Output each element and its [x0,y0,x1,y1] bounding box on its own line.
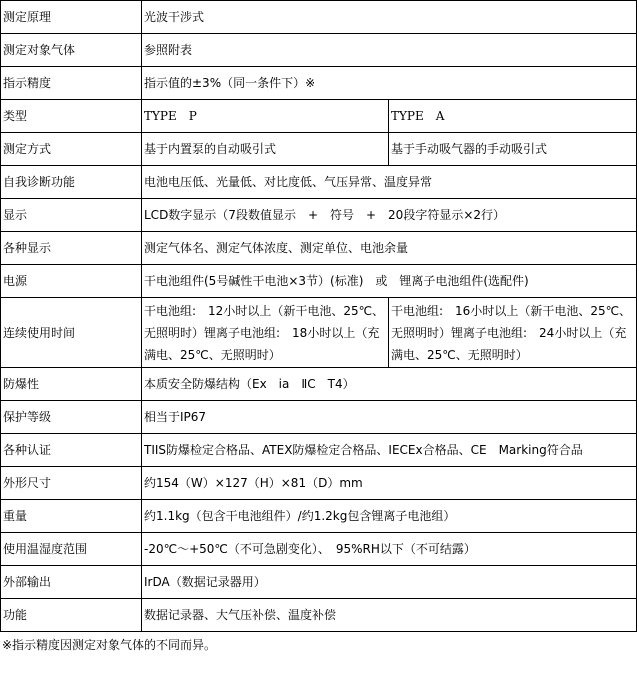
value-method-p: 基于内置泵的自动吸引式 [142,133,389,166]
value-type-p: TYPE P [142,100,389,133]
value-runtime-p: 干电池组: 12小时以上（新干电池、25℃、无照明时）锂离子电池组: 18小时以上（充满电、25℃、无照明时） [142,298,389,368]
label-gases: 测定对象气体 [1,34,142,67]
label-explosion: 防爆性 [1,368,142,401]
row-output [1,566,637,599]
value-gases: 参照附表 [142,34,637,67]
row-dimensions [1,467,637,500]
label-protection: 保护等级 [1,401,142,434]
value-displays: 测定气体名、测定气体浓度、测定单位、电池余量 [142,232,637,265]
label-displays: 各种显示 [1,232,142,265]
row-method [1,133,637,166]
value-protection: 相当于IP67 [142,401,637,434]
label-output: 外部输出 [1,566,142,599]
label-dimensions: 外形尺寸 [1,467,142,500]
label-runtime: 连续使用时间 [1,298,142,368]
row-power [1,265,637,298]
label-environment: 使用温湿度范围 [1,533,142,566]
footnote: ※指示精度因测定对象气体的不同而异。 [2,638,217,652]
row-displays [1,232,637,265]
row-gases [1,34,637,67]
value-environment: -20℃～+50℃（不可急剧变化）、 95%RH以下（不可结露） [142,533,637,566]
label-display: 显示 [1,199,142,232]
label-functions: 功能 [1,599,142,632]
value-principle: 光波干涉式 [142,1,637,34]
value-dimensions: 约154（W）×127（H）×81（D）mm [142,467,637,500]
label-certs: 各种认证 [1,434,142,467]
label-type: 类型 [1,100,142,133]
row-principle [1,1,637,34]
value-display: LCD数字显示（7段数值显示 + 符号 + 20段字符显示×2行） [142,199,637,232]
row-type [1,100,637,133]
label-principle: 测定原理 [1,1,142,34]
row-explosion [1,368,637,401]
value-output: IrDA（数据记录器用） [142,566,637,599]
value-weight: 约1.1kg（包含干电池组件）/约1.2kg包含锂离子电池组） [142,500,637,533]
row-display [1,199,637,232]
value-power: 干电池组件(5号碱性干电池×3节）(标准) 或 锂离子电池组件(选配件) [142,265,637,298]
row-accuracy [1,67,637,100]
value-explosion: 本质安全防爆结构（Ex ia ⅡC T4） [142,368,637,401]
label-diagnosis: 自我诊断功能 [1,166,142,199]
label-method: 测定方式 [1,133,142,166]
row-weight [1,500,637,533]
label-weight: 重量 [1,500,142,533]
row-diagnosis [1,166,637,199]
row-runtime [1,298,637,368]
value-method-a: 基于手动吸气器的手动吸引式 [389,133,637,166]
value-runtime-a: 干电池组: 16小时以上（新干电池、25℃、无照明时）锂离子电池组: 24小时以上（充满电、25℃、无照明时） [389,298,637,368]
row-functions [1,599,637,632]
row-environment [1,533,637,566]
value-diagnosis: 电池电压低、光量低、对比度低、气压异常、温度异常 [142,166,637,199]
row-protection [1,401,637,434]
label-accuracy: 指示精度 [1,67,142,100]
value-type-a: TYPE A [389,100,637,133]
value-certs: TIIS防爆检定合格品、ATEX防爆检定合格品、IECEx合格品、CE Marking符合品 [142,434,637,467]
row-certs [1,434,637,467]
value-functions: 数据记录器、大气压补偿、温度补偿 [142,599,637,632]
label-power: 电源 [1,265,142,298]
value-accuracy: 指示值的±3%（同一条件下）※ [142,67,637,100]
